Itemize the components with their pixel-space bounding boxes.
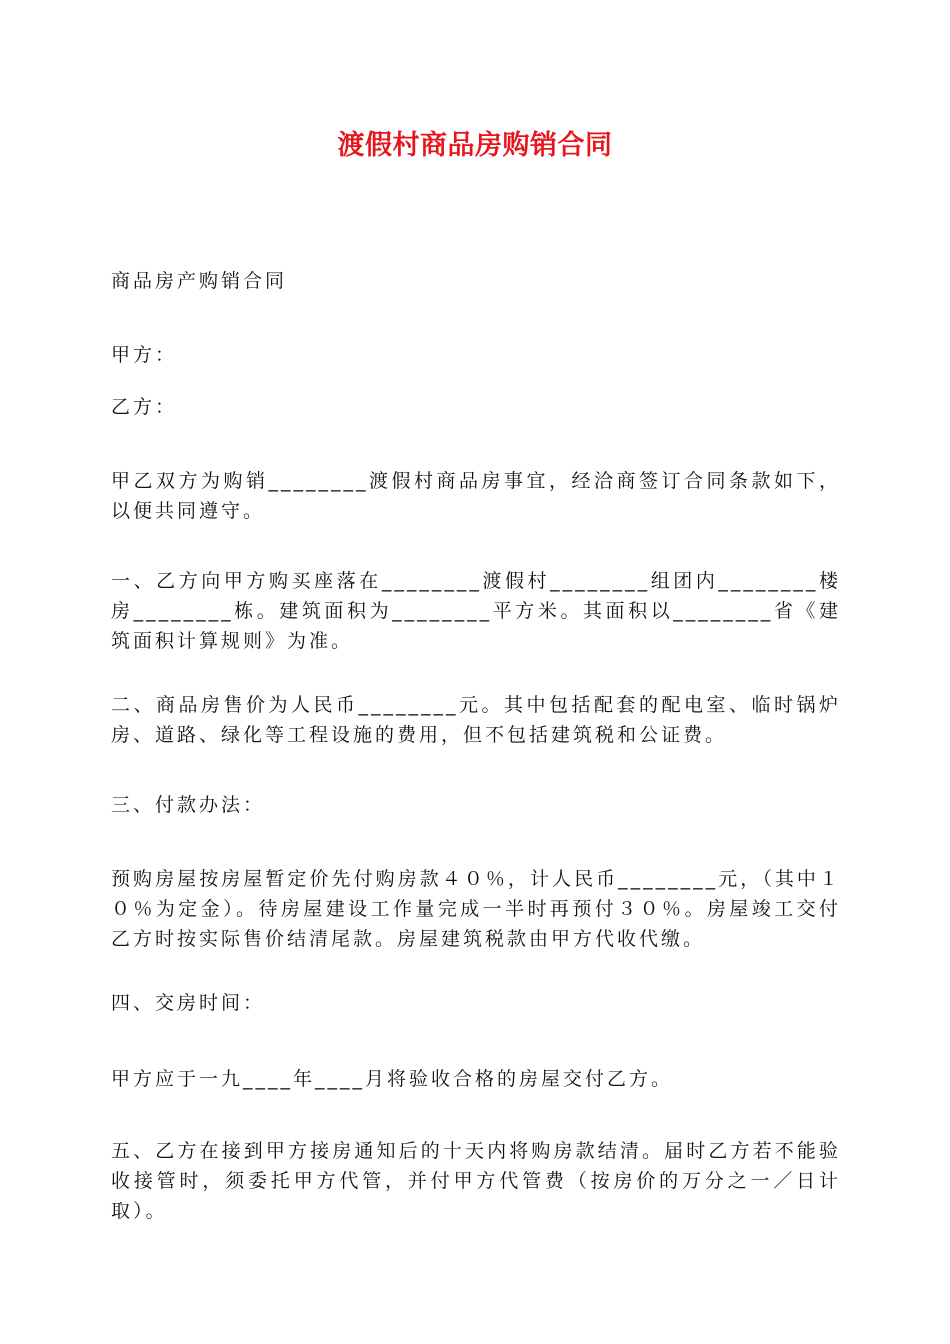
document-title: 渡假村商品房购销合同 (337, 130, 613, 161)
clause-4-heading: 四、交房时间： (111, 992, 266, 1014)
party-a-line: 甲方： (111, 344, 178, 366)
subtitle-paragraph: 商品房产购销合同 (111, 270, 288, 292)
clause-4-paragraph: 甲方应于一九____年____月将验收合格的房屋交付乙方。 (111, 1068, 674, 1090)
clause-1-paragraph: 一、乙方向甲方购买座落在________渡假村________组团内________楼房________栋。建筑面积为________平方米。其面积以________省《建筑面积计算规则》为准。 (111, 570, 841, 652)
party-b-line: 乙方： (111, 396, 178, 418)
preamble-paragraph: 甲乙双方为购销________渡假村商品房事宜，经洽商签订合同条款如下，以便共同遵守。 (111, 470, 841, 522)
clause-5-paragraph: 五、乙方在接到甲方接房通知后的十天内将购房款结清。届时乙方若不能验收接管时，须委托甲方代管，并付甲方代管费（按房价的万分之一／日计取）。 (111, 1140, 841, 1222)
clause-3-paragraph: 预购房屋按房屋暂定价先付购房款４０％，计人民币________元，（其中１０％为定金）。待房屋建设工作量完成一半时再预付３０％。房屋竣工交付乙方时按实际售价结清尾款。房屋建筑税款由甲方代收代缴。 (111, 868, 841, 950)
clause-3-heading: 三、付款办法： (111, 794, 266, 816)
clause-2-paragraph: 二、商品房售价为人民币________元。其中包括配套的配电室、临时锅炉房、道路、绿化等工程设施的费用，但不包括建筑税和公证费。 (111, 694, 841, 746)
